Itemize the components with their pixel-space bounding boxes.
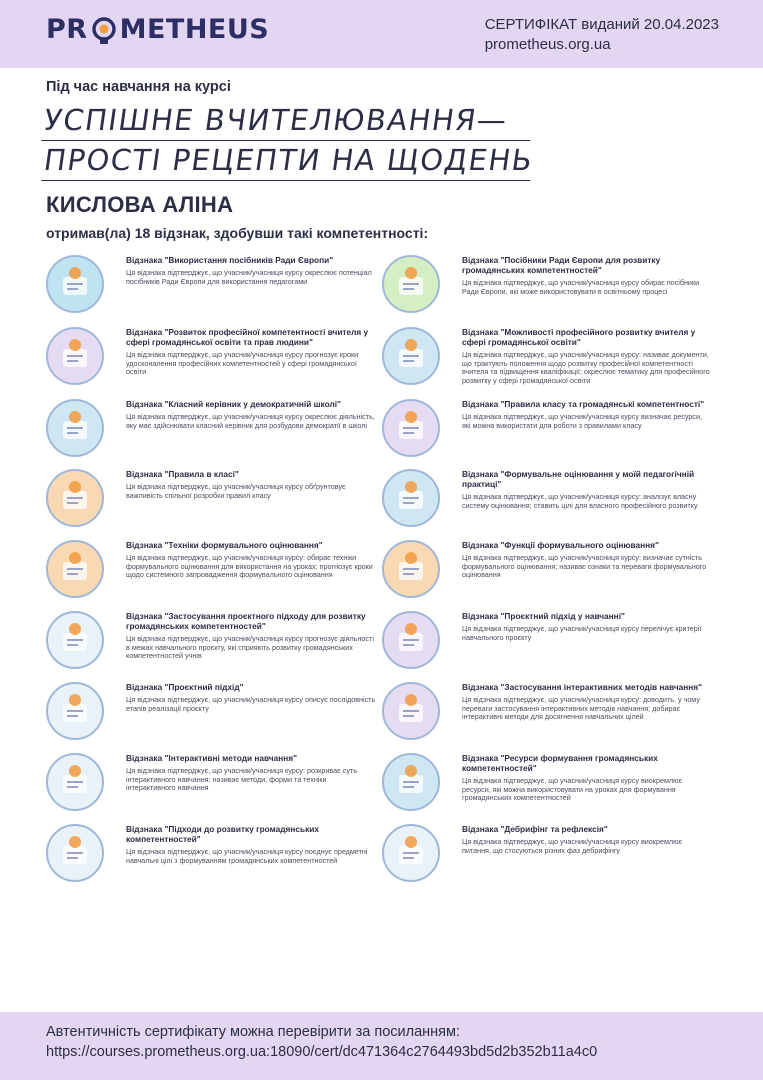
binoculars-icon xyxy=(382,469,440,527)
badge-body xyxy=(126,327,376,385)
badge-title: Відзнака "Використання посібників Ради Європи" xyxy=(126,255,334,265)
badge-title: Відзнака "Підходи до розвитку громадянських компетентностей" xyxy=(126,824,319,844)
badge-body xyxy=(126,540,376,598)
badge-description: Ця відзнака підтверджує, що учасник/учасниця курсу перелічує критерії навчального проєкту xyxy=(462,624,702,642)
badge-item xyxy=(46,540,376,598)
touch-icon xyxy=(46,753,104,811)
badge-title: Відзнака "Дебрифінг та рефлексія" xyxy=(462,824,608,834)
badge-title: Відзнака "Функції формувального оцінювання" xyxy=(462,540,659,550)
badge-title: Відзнака "Посібники Ради Європи для розвитку громадянських компетентностей" xyxy=(462,255,661,275)
badge-body xyxy=(462,611,712,669)
dots-grid-icon xyxy=(382,682,440,740)
badge-description: Ця відзнака підтверджує, що учасник/учасниця курсу окреслює діяльність, яку має здійснювати класний керівник для розбудови демократії в школі xyxy=(126,412,375,430)
project-team-icon xyxy=(382,611,440,669)
hand-notes-icon xyxy=(382,327,440,385)
badge-title: Відзнака "Формувальне оцінювання у моїй педагогічній практиці" xyxy=(462,469,695,489)
course-title-line2: ПРОСТІ РЕЦЕПТИ НА ЩОДЕНЬ xyxy=(41,142,536,181)
badge-body xyxy=(126,255,376,313)
badge-description: Ця відзнака підтверджує, що учасник/учасниця курсу виокремлює питання, що стосуються різних фаз дебрифінгу xyxy=(462,837,683,855)
badge-title: Відзнака "Проєктний підхід у навчанні" xyxy=(462,611,625,621)
badge-description: Ця відзнака підтверджує, що учасник/учасниця курсу описує послідовність етапів реалізації проєкту xyxy=(126,695,376,713)
badge-title: Відзнака "Інтерактивні методи навчання" xyxy=(126,753,298,763)
badge-body xyxy=(462,682,712,740)
badge-body xyxy=(126,469,376,527)
badge-description: Ця відзнака підтверджує, що учасник/учасниця курсу прогнозує кроки удосконалення професійних компетентностей у сфері громадянської освіти xyxy=(126,350,359,377)
badge-item xyxy=(382,469,712,527)
header-bar xyxy=(0,0,763,68)
badge-item xyxy=(46,611,376,669)
badge-body xyxy=(462,540,712,598)
puzzle-icon xyxy=(382,753,440,811)
course-title xyxy=(41,102,536,182)
badge-title: Відзнака "Правила в класі" xyxy=(126,469,239,479)
verification-label: Автентичність сертифікату можна перевірити за посиланням: xyxy=(46,1024,461,1040)
badge-description: Ця відзнака підтверджує, що учасник/учасниця курсу: визначає сутність формувального оцінювання; називає ознаки та переваги формувального оцінювання xyxy=(462,553,707,580)
team-icon xyxy=(46,611,104,669)
certificate-info xyxy=(485,15,719,55)
badge-item xyxy=(46,327,376,385)
badge-body xyxy=(462,255,712,313)
badge-item xyxy=(382,255,712,313)
badge-title: Відзнака "Застосування інтерактивних методів навчання" xyxy=(462,682,703,692)
badges-summary: отримав(ла) 18 відзнак, здобувши такі компетентності: xyxy=(46,225,429,241)
badge-description: Ця відзнака підтверджує, що учасник/учасниця курсу: аналізує власну систему оцінювання; ставить цілі для власного професійного розвитку xyxy=(462,492,698,510)
badge-description: Ця відзнака підтверджує, що учасник/учасниця курсу: обирає техніки формувального оцінювання для використання на уроках; прогнозує кроки щодо системного запровадження формувального оцінювання xyxy=(126,553,373,580)
site-link[interactable]: prometheus.org.ua xyxy=(484,36,611,53)
badge-item xyxy=(382,682,712,740)
verification-link[interactable]: https://courses.prometheus.org.ua:18090/cert/dc471364c2764493bd5d2b352b11a4c0 xyxy=(46,1044,598,1060)
badge-item xyxy=(46,399,376,457)
prometheus-logo[interactable] xyxy=(46,14,269,45)
badge-body xyxy=(126,399,376,457)
badge-item xyxy=(46,469,376,527)
books-icon xyxy=(382,255,440,313)
course-title-line1: УСПІШНЕ ВЧИТЕЛЮВАННЯ— xyxy=(41,102,536,141)
badge-description: Ця відзнака підтверджує, що учасник/учасниця курсу обирає посібники Ради Європи, які може використовувати в освітньому процесі xyxy=(462,278,700,296)
badge-item xyxy=(382,327,712,385)
badge-description: Ця відзнака підтверджує, що учасник/учасниця курсу: розкриває суть інтерактивного навчання; називає методи, форми та техніки інтерактивного навчання xyxy=(126,766,357,793)
badge-description: Ця відзнака підтверджує, що учасник/учасниця курсу поєднує предметні навчальні цілі з формуванням громадянських компетентностей xyxy=(126,847,368,865)
checklist-icon xyxy=(46,327,104,385)
badge-description: Ця відзнака підтверджує, що учасник/учасниця курсу: доводить, у чому переваги застосування інтерактивних методів навчання; добирає інтерактивні методи для досягнення навчальних цілей xyxy=(462,695,700,722)
badge-item xyxy=(46,682,376,740)
badge-item xyxy=(382,753,712,811)
badge-item xyxy=(46,255,376,313)
badge-title: Відзнака "Правила класу та громадянські компетентності" xyxy=(462,399,705,409)
badge-title: Відзнака "Можливості професійного розвитку вчителя у сфері громадянської освіти" xyxy=(462,327,696,347)
badge-title: Відзнака "Застосування проєктного підходу для розвитку громадянських компетентностей" xyxy=(126,611,366,631)
verification-text xyxy=(46,1022,597,1062)
badge-body xyxy=(126,753,376,811)
certificate-issued-date: СЕРТИФІКАТ виданий 20.04.2023 xyxy=(484,16,719,33)
teacher-desk-icon xyxy=(46,255,104,313)
badge-item xyxy=(46,824,376,882)
badge-title: Відзнака "Проєктний підхід" xyxy=(126,682,244,692)
recipient-name: КИСЛОВА АЛІНА xyxy=(46,192,234,217)
badge-body xyxy=(126,824,376,882)
badge-title: Відзнака "Ресурси формування громадянських компетентностей" xyxy=(462,753,658,773)
badge-description: Ця відзнака підтверджує, що учасник/учасниця курсу обґрунтовує важливість спільної розробки правил класу xyxy=(126,482,346,500)
badge-title: Відзнака "Розвиток професійної компетентності вчителя у сфері громадянської освіти та прав людини" xyxy=(126,327,369,347)
course-intro: Під час навчання на курсі xyxy=(46,79,231,95)
badge-description: Ця відзнака підтверджує, що учасник/учасниця курсу виокремлює ресурси, які можна використовувати на уроках для формування громадянських компетентностей xyxy=(462,776,683,803)
steps-icon xyxy=(46,682,104,740)
badge-body xyxy=(126,611,376,669)
logo-text-right: METHEUS xyxy=(119,14,270,45)
people-icon xyxy=(46,399,104,457)
badge-body xyxy=(126,682,376,740)
hands-document-icon xyxy=(46,469,104,527)
badge-body xyxy=(462,753,712,811)
badge-item xyxy=(46,753,376,811)
logo-text-left: PR xyxy=(46,14,88,45)
badge-description: Ця відзнака підтверджує, що учасник/учасниця курсу: називає документи, що трактують положення щодо розвитку професійної компетентності вчителя та підвищення кваліфікації; окреслює тематику для професійного розвитку у сфері громадянської освіти xyxy=(462,350,710,385)
mirror-icon xyxy=(382,824,440,882)
badge-item xyxy=(382,399,712,457)
rules-icon xyxy=(382,399,440,457)
blocks-icon xyxy=(46,824,104,882)
smileys-icon xyxy=(46,540,104,598)
badge-body xyxy=(462,469,712,527)
badge-body xyxy=(462,399,712,457)
badge-description: Ця відзнака підтверджує, що учасник/учасниця курсу прогнозує діяльності в межах навчального проєкту, які сприяють розвитку громадянських компетентностей учнів xyxy=(126,634,374,661)
badge-body xyxy=(462,327,712,385)
badge-item xyxy=(382,540,712,598)
puzzle-hands-icon xyxy=(382,540,440,598)
badge-description: Ця відзнака підтверджує, що учасник/учасниця курсу окреслює потенціал посібників Ради Європи для використання педагогами xyxy=(126,268,372,286)
badge-item xyxy=(382,824,712,882)
lightbulb-icon xyxy=(89,16,119,46)
footer-bar xyxy=(0,1012,763,1080)
badge-title: Відзнака "Класний керівник у демократичній школі" xyxy=(126,399,341,409)
badge-item xyxy=(382,611,712,669)
badge-title: Відзнака "Техніки формувального оцінювання" xyxy=(126,540,323,550)
badge-body xyxy=(462,824,712,882)
badge-description: Ця відзнака підтверджує, що учасник/учасниця курсу визначає ресурси, які можна використати для роботи з правилами класу xyxy=(462,412,703,430)
